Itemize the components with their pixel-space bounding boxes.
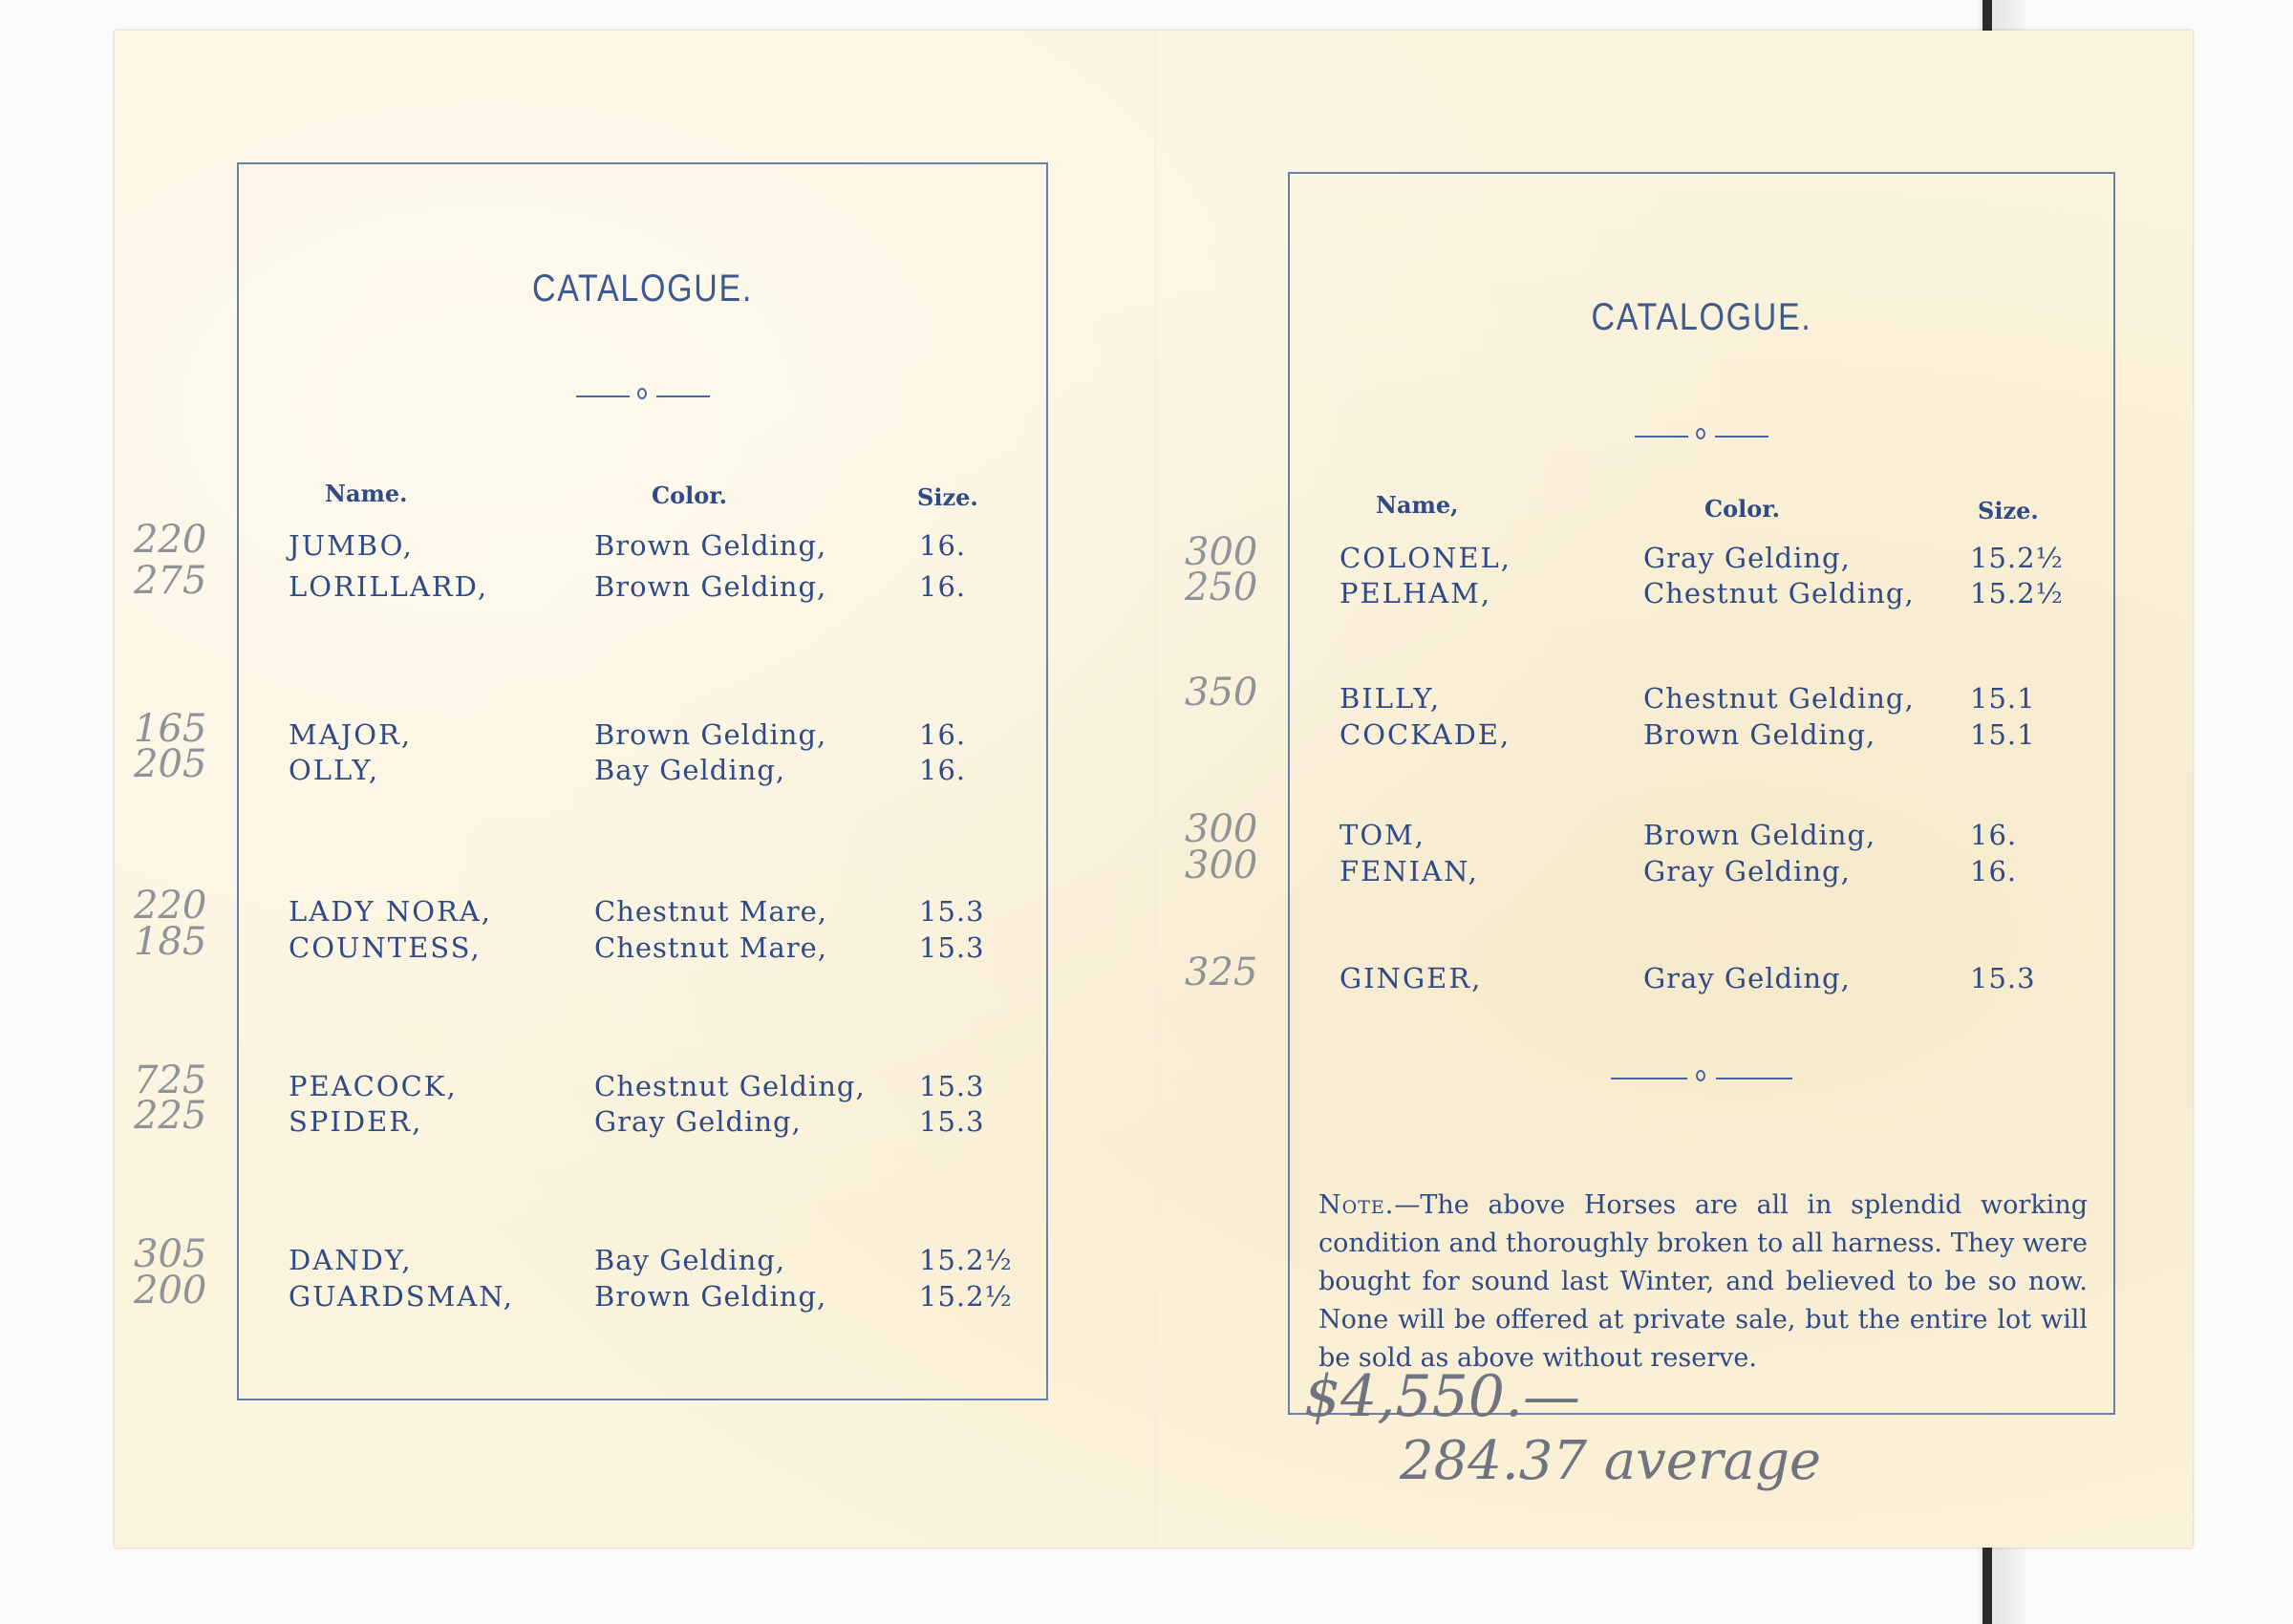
pencil-price: 300 [1185,530,1258,574]
pencil-price: 350 [1185,671,1258,715]
horse-size: 16. [1970,855,2018,887]
handwritten-average: 284.37 average [1400,1430,1822,1492]
horse-name: PEACOCK, [289,1070,458,1102]
horse-size: 15.3 [919,1070,985,1102]
horse-color: Brown Gelding, [594,718,827,751]
horse-size: 15.2½ [919,1244,1013,1276]
pencil-price: 325 [1185,951,1258,994]
horse-size: 15.3 [1970,962,2036,994]
sale-note-label: Note. [1318,1190,1395,1220]
right-header-name: Name, [1376,491,1459,519]
horse-color: Brown Gelding, [594,570,827,603]
pencil-price: 225 [134,1094,207,1138]
horse-size: 16. [1970,819,2018,851]
horse-size: 16. [919,529,967,562]
pencil-price: 250 [1185,566,1258,609]
horse-name: COCKADE, [1339,718,1511,751]
horse-name: MAJOR, [289,718,413,751]
horse-name: PELHAM, [1339,577,1492,609]
horse-color: Chestnut Mare, [594,895,828,928]
horse-name: DANDY, [289,1244,413,1276]
horse-size: 16. [919,570,967,603]
horse-color: Gray Gelding, [594,1105,802,1138]
horse-size: 15.2½ [1970,542,2064,574]
horse-name: COLONEL, [1339,542,1512,574]
right-title-ornament [1635,426,1768,445]
pencil-price: 165 [134,707,207,751]
horse-name: SPIDER, [289,1105,423,1138]
catalogue-sheet [115,31,2193,1548]
horse-color: Gray Gelding, [1643,962,1851,994]
horse-color: Chestnut Gelding, [1643,682,1915,715]
horse-name: TOM, [1339,819,1426,851]
pencil-price: 200 [134,1269,207,1313]
horse-name: OLLY, [289,754,380,786]
horse-size: 15.3 [919,895,985,928]
horse-size: 16. [919,754,967,786]
right-footer-ornament [1611,1068,1792,1087]
right-header-size: Size. [1978,497,2039,524]
horse-color: Chestnut Gelding, [594,1070,866,1102]
sale-note [1318,1186,2088,1378]
pencil-price: 220 [134,884,207,928]
horse-size: 15.3 [919,1105,985,1138]
horse-color: Brown Gelding, [594,529,827,562]
pencil-price: 205 [134,742,207,786]
right-header-color: Color. [1704,495,1781,523]
horse-name: JUMBO, [289,529,414,562]
horse-name: FENIAN, [1339,855,1479,887]
horse-color: Brown Gelding, [594,1280,827,1313]
horse-color: Bay Gelding, [594,1244,786,1276]
horse-size: 15.1 [1970,682,2036,715]
horse-size: 15.1 [1970,718,2036,751]
horse-color: Gray Gelding, [1643,855,1851,887]
horse-size: 15.2½ [1970,577,2064,609]
horse-name: COUNTESS, [289,931,482,964]
pencil-price: 185 [134,920,207,964]
left-header-size: Size. [917,483,978,511]
left-page-frame [134,162,1048,1400]
horse-name: LADY NORA, [289,895,492,928]
horse-name: BILLY, [1339,682,1442,715]
left-header-color: Color. [652,481,728,509]
pencil-price: 275 [134,559,207,603]
left-page-title: CATALOGUE. [531,267,754,310]
left-title-ornament [576,386,710,405]
horse-color: Brown Gelding, [1643,718,1876,751]
horse-color: Brown Gelding, [1643,819,1876,851]
pencil-price: 305 [134,1232,207,1276]
center-fold [1154,31,1157,1548]
horse-size: 15.3 [919,931,985,964]
right-page-frame [1185,172,2115,1415]
horse-size: 15.2½ [919,1280,1013,1313]
horse-name: LORILLARD, [289,570,489,603]
horse-color: Gray Gelding, [1643,542,1851,574]
horse-color: Chestnut Gelding, [1643,577,1915,609]
pencil-price: 300 [1185,844,1258,887]
horse-name: GUARDSMAN, [289,1280,514,1313]
handwritten-total: $4,550.— [1304,1363,1581,1430]
left-header-name: Name. [325,480,408,507]
pencil-price: 725 [134,1058,207,1102]
pencil-price: 220 [134,518,207,562]
horse-color: Bay Gelding, [594,754,786,786]
sale-note-text: —The above Horses are all in splendid working condition and thoroughly broken to all harness. They were bought for sound last Winter, and believed to be so now. None will be offered at private sale, but the entire lot will be sold as above without reserve. [1318,1190,2088,1373]
horse-name: GINGER, [1339,962,1483,994]
horse-size: 16. [919,718,967,751]
horse-color: Chestnut Mare, [594,931,828,964]
right-page-title: CATALOGUE. [1591,296,1812,338]
pencil-price: 300 [1185,807,1258,851]
